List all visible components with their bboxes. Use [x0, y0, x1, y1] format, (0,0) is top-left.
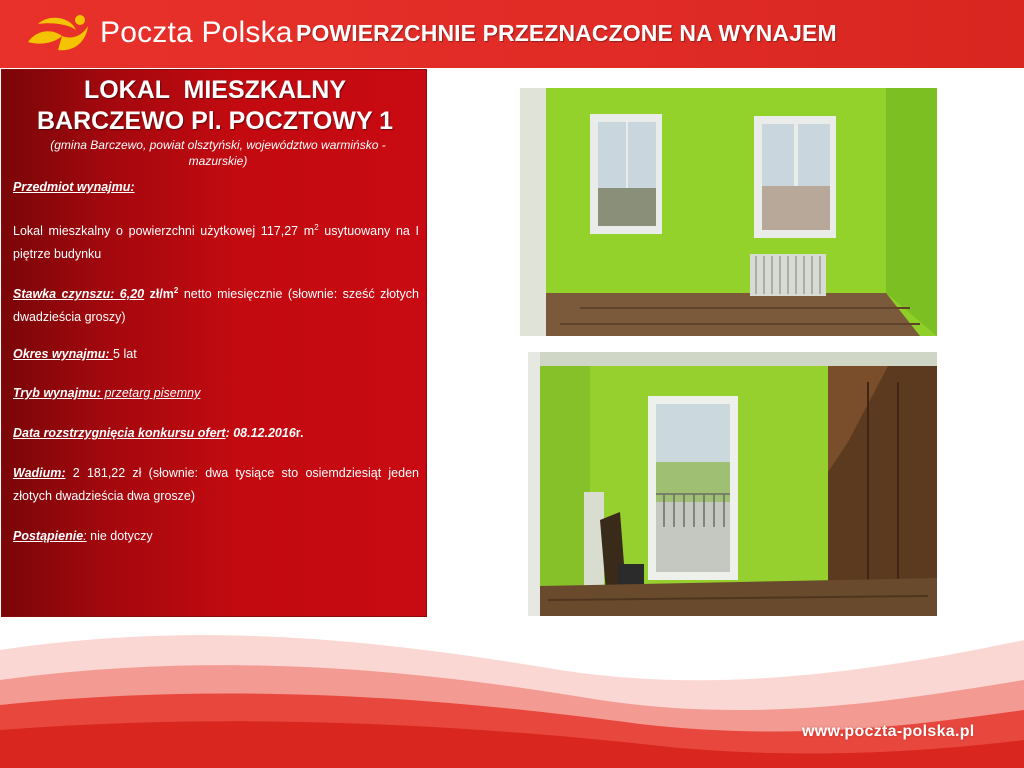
subject-label: Przedmiot wynajmu: — [13, 180, 135, 194]
room-photo-balcony — [528, 352, 937, 616]
location-line2: mazurskie) — [188, 154, 248, 168]
procedure-section — [13, 525, 419, 548]
period-label: Okres wynajmu: — [13, 347, 114, 361]
mode-value: przetarg pisemny — [100, 386, 201, 400]
date-colon: : — [225, 426, 230, 440]
brand-name: Poczta Polska — [100, 16, 293, 49]
deposit-label: Wadium: — [13, 466, 66, 480]
footer-wave-decoration — [0, 600, 1024, 768]
room-photo-windows — [520, 88, 937, 336]
deposit-text: 2 181,22 zł (słownie: dwa tysiące sto osiemdziesiąt jeden złotych dwadzieścia dwa grosze) — [13, 466, 419, 503]
rent-text: netto miesięcznie (słownie: sześć złotych dwadzieścia groszy) — [13, 287, 419, 325]
rent-section — [13, 279, 419, 329]
mode-section — [13, 382, 419, 405]
listing-location — [22, 137, 414, 169]
procedure-value: nie dotyczy — [86, 529, 153, 543]
subject-text-before: Lokal mieszkalny o powierzchni użytkowej 117,27 m — [13, 224, 315, 239]
subject-text — [13, 216, 419, 266]
listing-title-line2: BARCZEWO Pl. POCZTOWY 1 — [36, 107, 394, 135]
rent-unit-sup: 2 — [173, 286, 179, 295]
rent-label: Stawka czynszu: 6,20 — [13, 287, 145, 302]
procedure-label: Postąpienie — [13, 529, 84, 543]
room-photo-balcony-art — [528, 352, 937, 616]
page-title: POWIERZCHNIE PRZEZNACZONE NA WYNAJEM — [296, 20, 837, 46]
date-section — [13, 422, 419, 445]
subject-text-after: usytuowany na I piętrze budynku — [13, 224, 419, 262]
subject-section — [13, 176, 419, 199]
poczta-polska-logo[interactable] — [22, 12, 293, 56]
room-photo-windows-art — [520, 88, 937, 336]
header-bar — [0, 0, 1024, 68]
procedure-colon: : — [83, 529, 87, 543]
footer-website-link[interactable]: www.poczta-polska.pl — [802, 723, 975, 740]
subject-sup: 2 — [314, 223, 319, 232]
post-horn-icon — [22, 12, 94, 56]
date-value: 08.12.2016 — [229, 426, 296, 440]
period-section — [13, 343, 419, 366]
rent-unit: zł/m — [144, 287, 174, 302]
mode-label: Tryb wynajmu: — [13, 386, 101, 400]
location-line1: (gmina Barczewo, powiat olsztyński, województwo warmińsko - — [50, 138, 386, 152]
listing-title-line1: LOKAL MIESZKALNY — [83, 76, 347, 104]
listing-panel — [1, 69, 427, 617]
period-value: 5 lat — [113, 347, 137, 361]
date-label: Data rozstrzygnięcia konkursu ofert — [13, 426, 226, 440]
deposit-section — [13, 462, 419, 508]
date-suffix: r. — [295, 426, 304, 440]
